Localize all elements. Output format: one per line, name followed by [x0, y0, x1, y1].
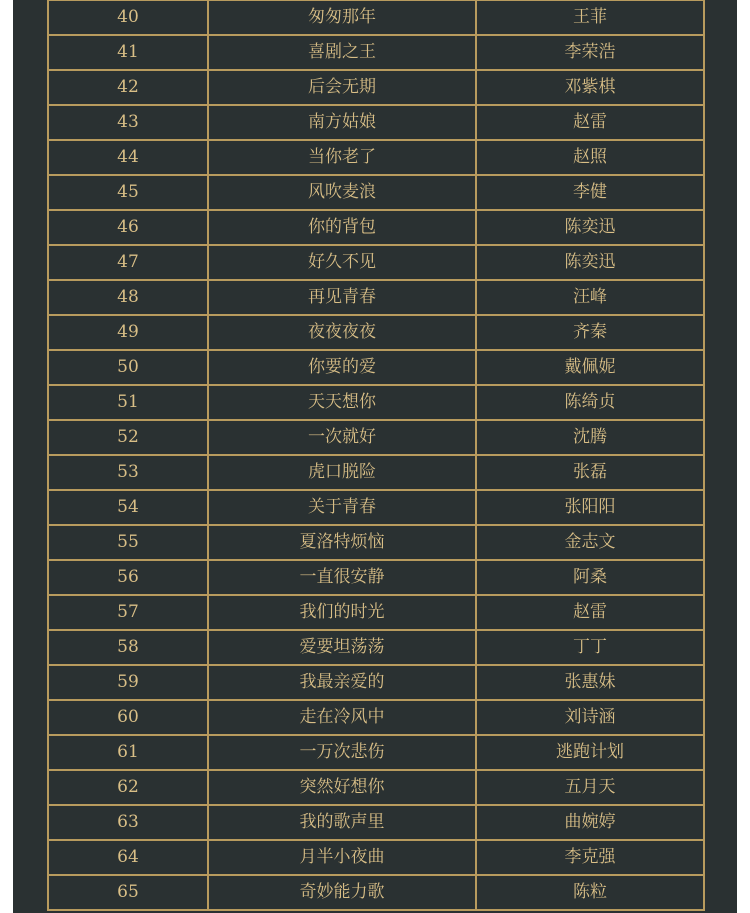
table-row — [48, 525, 704, 560]
song-number-cell: 45 — [48, 175, 208, 210]
song-number-cell: 59 — [48, 665, 208, 700]
song-title-cell: 我的歌声里 — [208, 805, 476, 840]
artist-cell: 刘诗涵 — [476, 700, 704, 735]
table-row — [48, 420, 704, 455]
song-number-cell: 47 — [48, 245, 208, 280]
artist-cell: 李克强 — [476, 840, 704, 875]
song-title-cell: 我们的时光 — [208, 595, 476, 630]
song-title-cell: 夜夜夜夜 — [208, 315, 476, 350]
artist-cell: 李健 — [476, 175, 704, 210]
song-title-cell: 风吹麦浪 — [208, 175, 476, 210]
song-number-cell: 65 — [48, 875, 208, 910]
song-number-cell: 51 — [48, 385, 208, 420]
song-title-cell: 奇妙能力歌 — [208, 875, 476, 910]
artist-cell: 曲婉婷 — [476, 805, 704, 840]
song-title-cell: 夏洛特烦恼 — [208, 525, 476, 560]
artist-cell: 赵照 — [476, 140, 704, 175]
artist-cell: 张惠妹 — [476, 665, 704, 700]
table-row — [48, 315, 704, 350]
song-number-cell: 53 — [48, 455, 208, 490]
song-title-cell: 突然好想你 — [208, 770, 476, 805]
song-title-cell: 一次就好 — [208, 420, 476, 455]
artist-cell: 逃跑计划 — [476, 735, 704, 770]
artist-cell: 陈奕迅 — [476, 245, 704, 280]
artist-cell: 五月天 — [476, 770, 704, 805]
table-row — [48, 840, 704, 875]
table-row — [48, 140, 704, 175]
table-row — [48, 210, 704, 245]
table-row — [48, 350, 704, 385]
table-row — [48, 35, 704, 70]
song-number-cell: 54 — [48, 490, 208, 525]
table-row — [48, 875, 704, 910]
table-row — [48, 700, 704, 735]
song-title-cell: 月半小夜曲 — [208, 840, 476, 875]
song-number-cell: 50 — [48, 350, 208, 385]
artist-cell: 赵雷 — [476, 595, 704, 630]
table-row — [48, 105, 704, 140]
artist-cell: 陈奕迅 — [476, 210, 704, 245]
artist-cell: 张磊 — [476, 455, 704, 490]
song-title-cell: 虎口脱险 — [208, 455, 476, 490]
table-row — [48, 70, 704, 105]
table-row — [48, 665, 704, 700]
artist-cell: 汪峰 — [476, 280, 704, 315]
table-row — [48, 490, 704, 525]
artist-cell: 邓紫棋 — [476, 70, 704, 105]
song-number-cell: 63 — [48, 805, 208, 840]
table-row — [48, 560, 704, 595]
table-row — [48, 770, 704, 805]
song-title-cell: 当你老了 — [208, 140, 476, 175]
song-title-cell: 走在冷风中 — [208, 700, 476, 735]
table-row — [48, 595, 704, 630]
song-number-cell: 44 — [48, 140, 208, 175]
song-number-cell: 61 — [48, 735, 208, 770]
artist-cell: 赵雷 — [476, 105, 704, 140]
song-title-cell: 匆匆那年 — [208, 0, 476, 35]
artist-cell: 沈腾 — [476, 420, 704, 455]
song-title-cell: 你要的爱 — [208, 350, 476, 385]
artist-cell: 金志文 — [476, 525, 704, 560]
song-number-cell: 56 — [48, 560, 208, 595]
song-title-cell: 一万次悲伤 — [208, 735, 476, 770]
song-title-cell: 南方姑娘 — [208, 105, 476, 140]
artist-cell: 陈绮贞 — [476, 385, 704, 420]
song-title-cell: 爱要坦荡荡 — [208, 630, 476, 665]
song-title-cell: 喜剧之王 — [208, 35, 476, 70]
song-number-cell: 49 — [48, 315, 208, 350]
artist-cell: 陈粒 — [476, 875, 704, 910]
table-row — [48, 385, 704, 420]
table-row — [48, 175, 704, 210]
table-row — [48, 735, 704, 770]
song-title-cell: 关于青春 — [208, 490, 476, 525]
song-table — [47, 0, 705, 911]
table-row — [48, 805, 704, 840]
song-title-cell: 我最亲爱的 — [208, 665, 476, 700]
song-number-cell: 58 — [48, 630, 208, 665]
artist-cell: 王菲 — [476, 0, 704, 35]
song-number-cell: 46 — [48, 210, 208, 245]
song-number-cell: 43 — [48, 105, 208, 140]
table-row — [48, 280, 704, 315]
song-title-cell: 后会无期 — [208, 70, 476, 105]
table-row — [48, 455, 704, 490]
artist-cell: 张阳阳 — [476, 490, 704, 525]
song-title-cell: 好久不见 — [208, 245, 476, 280]
song-number-cell: 64 — [48, 840, 208, 875]
song-title-cell: 天天想你 — [208, 385, 476, 420]
table-row — [48, 245, 704, 280]
song-number-cell: 42 — [48, 70, 208, 105]
table-row — [48, 630, 704, 665]
song-number-cell: 41 — [48, 35, 208, 70]
artist-cell: 丁丁 — [476, 630, 704, 665]
song-number-cell: 40 — [48, 0, 208, 35]
table-row — [48, 0, 704, 35]
artist-cell: 戴佩妮 — [476, 350, 704, 385]
song-number-cell: 62 — [48, 770, 208, 805]
song-title-cell: 一直很安静 — [208, 560, 476, 595]
song-title-cell: 再见青春 — [208, 280, 476, 315]
song-number-cell: 52 — [48, 420, 208, 455]
song-number-cell: 48 — [48, 280, 208, 315]
song-number-cell: 60 — [48, 700, 208, 735]
song-table-body — [48, 0, 704, 910]
song-number-cell: 57 — [48, 595, 208, 630]
song-title-cell: 你的背包 — [208, 210, 476, 245]
artist-cell: 齐秦 — [476, 315, 704, 350]
artist-cell: 李荣浩 — [476, 35, 704, 70]
artist-cell: 阿桑 — [476, 560, 704, 595]
song-number-cell: 55 — [48, 525, 208, 560]
